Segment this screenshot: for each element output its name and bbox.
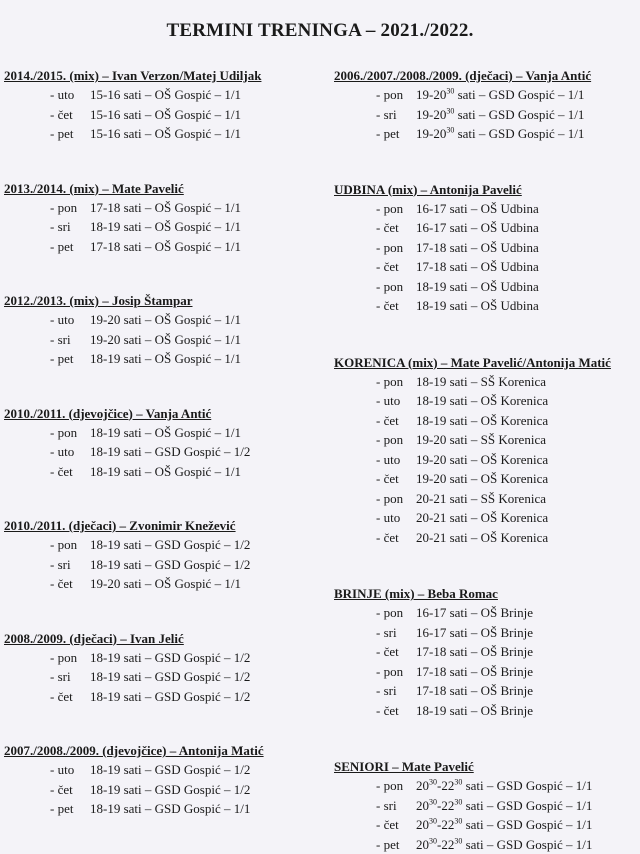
time-minutes-end: 30: [454, 817, 462, 826]
day-label: - pon: [334, 372, 416, 392]
time-minutes: 30: [429, 817, 437, 826]
time-location: [90, 442, 250, 462]
schedule-row: [334, 277, 638, 297]
day-label: - pet: [4, 124, 90, 144]
time-detail: 17-18 sati – OŠ Gospić – 1/1: [90, 200, 241, 215]
time-start: 20: [416, 817, 429, 832]
time-location: [416, 85, 584, 105]
time-location: [416, 411, 548, 431]
time-location: [416, 450, 548, 470]
schedule-row: [4, 85, 322, 105]
day-label: - pon: [334, 776, 416, 796]
day-label: - čet: [334, 815, 416, 835]
day-label: - uto: [334, 508, 416, 528]
schedule-row: [334, 815, 638, 835]
day-label: - sri: [334, 796, 416, 816]
day-label: - sri: [334, 623, 416, 643]
time-location: [416, 815, 592, 835]
time-minutes: 30: [446, 126, 454, 135]
time-location: [90, 667, 250, 687]
time-detail: 18-19 sati – OŠ Korenica: [416, 413, 548, 428]
schedule-row: [4, 648, 322, 668]
time-start: 19-20: [416, 126, 446, 141]
schedule-row: [334, 796, 638, 816]
time-minutes: 30: [446, 87, 454, 96]
day-label: - uto: [334, 450, 416, 470]
schedule-row: [334, 681, 638, 701]
time-location: [90, 648, 250, 668]
time-detail: sati – GSD Gospić – 1/1: [462, 817, 592, 832]
page-title: TERMINI TRENINGA – 2021./2022.: [0, 20, 640, 42]
day-label: - čet: [334, 642, 416, 662]
day-label: - čet: [334, 218, 416, 238]
time-location: [90, 310, 241, 330]
day-label: - čet: [334, 701, 416, 721]
time-location: [90, 780, 250, 800]
time-location: [90, 574, 241, 594]
group-heading: 2014./2015. (mix) – Ivan Verzon/Matej Udiljak: [4, 66, 322, 85]
time-detail: 18-19 sati – GSD Gospić – 1/2: [90, 537, 250, 552]
day-label: - pon: [334, 489, 416, 509]
schedule-row: [334, 776, 638, 796]
schedule-group: [4, 66, 322, 144]
day-label: - pon: [4, 535, 90, 555]
day-label: - uto: [4, 442, 90, 462]
schedule-group: [4, 179, 322, 257]
group-heading: 2007./2008./2009. (djevojčice) – Antonija Matić: [4, 741, 322, 760]
day-label: - sri: [334, 105, 416, 125]
schedule-group: [334, 757, 638, 854]
time-location: [416, 701, 533, 721]
schedule-row: [334, 257, 638, 277]
group-heading: UDBINA (mix) – Antonija Pavelić: [334, 180, 638, 199]
time-detail: sati – GSD Gospić – 1/1: [454, 107, 584, 122]
time-location: [90, 85, 241, 105]
day-label: - sri: [4, 217, 90, 237]
day-label: - sri: [4, 667, 90, 687]
day-label: - pon: [4, 648, 90, 668]
time-location: [416, 489, 546, 509]
time-detail: 19-20 sati – OŠ Gospić – 1/1: [90, 312, 241, 327]
schedule-row: [334, 199, 638, 219]
time-detail: 18-19 sati – OŠ Udbina: [416, 298, 539, 313]
time-minutes-end: 30: [454, 778, 462, 787]
time-detail: 17-18 sati – OŠ Brinje: [416, 644, 533, 659]
time-detail: 19-20 sati – OŠ Korenica: [416, 452, 548, 467]
time-detail: 19-20 sati – OŠ Gospić – 1/1: [90, 332, 241, 347]
schedule-row: [334, 508, 638, 528]
time-location: [416, 796, 592, 816]
group-heading: 2010./2011. (dječaci) – Zvonimir Knežević: [4, 516, 322, 535]
time-minutes: 30: [429, 797, 437, 806]
time-detail: 20-21 sati – SŠ Korenica: [416, 491, 546, 506]
time-detail: 18-19 sati – OŠ Korenica: [416, 393, 548, 408]
time-minutes-end: 30: [454, 836, 462, 845]
time-location: [416, 238, 539, 258]
time-detail: 18-19 sati – SŠ Korenica: [416, 374, 546, 389]
day-label: - pon: [4, 423, 90, 443]
time-location: [416, 105, 584, 125]
schedule-row: [334, 623, 638, 643]
day-label: - uto: [334, 391, 416, 411]
day-label: - pon: [334, 199, 416, 219]
time-start: 20: [416, 837, 429, 852]
day-label: - pon: [334, 603, 416, 623]
schedule-row: [334, 124, 638, 144]
schedule-group: [334, 66, 638, 144]
time-location: [90, 687, 250, 707]
time-location: [416, 508, 548, 528]
schedule-row: [334, 450, 638, 470]
time-detail: 19-20 sati – OŠ Korenica: [416, 471, 548, 486]
day-label: - čet: [4, 780, 90, 800]
schedule-row: [334, 835, 638, 854]
time-detail: sati – GSD Gospić – 1/1: [454, 87, 584, 102]
time-detail: 18-19 sati – GSD Gospić – 1/2: [90, 557, 250, 572]
day-label: - uto: [4, 310, 90, 330]
day-label: - pet: [4, 237, 90, 257]
time-detail: 19-20 sati – SŠ Korenica: [416, 432, 546, 447]
day-label: - čet: [4, 462, 90, 482]
time-location: [90, 217, 241, 237]
time-detail: 20-21 sati – OŠ Korenica: [416, 510, 548, 525]
time-location: [90, 799, 250, 819]
time-detail: sati – GSD Gospić – 1/1: [462, 778, 592, 793]
time-detail: 18-19 sati – GSD Gospić – 1/2: [90, 762, 250, 777]
time-minutes-end: 30: [454, 797, 462, 806]
time-detail: 18-19 sati – GSD Gospić – 1/2: [90, 782, 250, 797]
time-detail: 18-19 sati – OŠ Udbina: [416, 279, 539, 294]
time-location: [416, 469, 548, 489]
time-location: [416, 642, 533, 662]
schedule-row: [4, 462, 322, 482]
time-start: 19-20: [416, 87, 446, 102]
schedule-row: [4, 780, 322, 800]
day-label: - čet: [4, 687, 90, 707]
time-location: [416, 372, 546, 392]
left-column: [4, 66, 322, 819]
time-detail: 16-17 sati – OŠ Brinje: [416, 605, 533, 620]
day-label: - čet: [334, 296, 416, 316]
day-label: - sri: [4, 555, 90, 575]
time-detail: sati – GSD Gospić – 1/1: [462, 837, 592, 852]
time-minutes: 30: [429, 778, 437, 787]
schedule-row: [334, 701, 638, 721]
schedule-row: [334, 296, 638, 316]
schedule-group: [334, 180, 638, 316]
time-end: -22: [437, 778, 454, 793]
group-heading: 2006./2007./2008./2009. (dječaci) – Vanja Antić: [334, 66, 638, 85]
schedule-row: [334, 642, 638, 662]
time-location: [90, 423, 241, 443]
schedule-row: [334, 105, 638, 125]
time-start: 20: [416, 798, 429, 813]
time-detail: 15-16 sati – OŠ Gospić – 1/1: [90, 107, 241, 122]
schedule-group: [4, 629, 322, 707]
schedule-row: [334, 218, 638, 238]
schedule-row: [334, 372, 638, 392]
day-label: - sri: [334, 681, 416, 701]
time-location: [90, 124, 241, 144]
schedule-row: [4, 310, 322, 330]
day-label: - pet: [4, 799, 90, 819]
schedule-row: [4, 124, 322, 144]
time-location: [416, 277, 539, 297]
time-detail: 18-19 sati – GSD Gospić – 1/2: [90, 669, 250, 684]
time-detail: 18-19 sati – OŠ Gospić – 1/1: [90, 351, 241, 366]
schedule-row: [4, 423, 322, 443]
time-detail: 18-19 sati – OŠ Gospić – 1/1: [90, 464, 241, 479]
time-location: [416, 218, 539, 238]
day-label: - pon: [334, 277, 416, 297]
schedule-row: [4, 105, 322, 125]
schedule-row: [334, 469, 638, 489]
day-label: - sri: [4, 330, 90, 350]
time-detail: 17-18 sati – OŠ Brinje: [416, 664, 533, 679]
time-detail: 16-17 sati – OŠ Udbina: [416, 220, 539, 235]
time-end: -22: [437, 837, 454, 852]
group-heading: 2008./2009. (dječaci) – Ivan Jelić: [4, 629, 322, 648]
day-label: - pet: [4, 349, 90, 369]
schedule-row: [4, 667, 322, 687]
time-location: [90, 535, 250, 555]
schedule-row: [4, 555, 322, 575]
group-heading: 2013./2014. (mix) – Mate Pavelić: [4, 179, 322, 198]
time-location: [416, 391, 548, 411]
day-label: - pon: [334, 85, 416, 105]
time-location: [90, 237, 241, 257]
schedule-row: [4, 535, 322, 555]
group-heading: BRINJE (mix) – Beba Romac: [334, 584, 638, 603]
schedule-row: [334, 662, 638, 682]
time-detail: 15-16 sati – OŠ Gospić – 1/1: [90, 87, 241, 102]
time-location: [416, 681, 533, 701]
time-detail: 18-19 sati – GSD Gospić – 1/2: [90, 689, 250, 704]
day-label: - uto: [4, 760, 90, 780]
schedule-group: [334, 584, 638, 720]
time-location: [90, 198, 241, 218]
schedule-row: [334, 603, 638, 623]
time-detail: 19-20 sati – OŠ Gospić – 1/1: [90, 576, 241, 591]
schedule-row: [334, 391, 638, 411]
day-label: - čet: [334, 411, 416, 431]
time-detail: 18-19 sati – OŠ Brinje: [416, 703, 533, 718]
time-detail: 17-18 sati – OŠ Udbina: [416, 240, 539, 255]
time-detail: sati – GSD Gospić – 1/1: [462, 798, 592, 813]
schedule-row: [4, 799, 322, 819]
group-heading: 2010./2011. (djevojčice) – Vanja Antić: [4, 404, 322, 423]
schedule-row: [4, 217, 322, 237]
schedule-row: [4, 237, 322, 257]
time-location: [416, 662, 533, 682]
day-label: - pet: [334, 835, 416, 854]
schedule-row: [334, 489, 638, 509]
time-location: [90, 330, 241, 350]
day-label: - pon: [334, 430, 416, 450]
schedule-row: [334, 411, 638, 431]
day-label: - čet: [4, 105, 90, 125]
time-end: -22: [437, 798, 454, 813]
day-label: - pon: [334, 662, 416, 682]
time-detail: 17-18 sati – OŠ Udbina: [416, 259, 539, 274]
time-location: [90, 462, 241, 482]
time-location: [90, 105, 241, 125]
time-detail: 18-19 sati – GSD Gospić – 1/2: [90, 650, 250, 665]
time-start: 20: [416, 778, 429, 793]
schedule-group: [4, 404, 322, 482]
time-location: [416, 199, 539, 219]
time-detail: 18-19 sati – GSD Gospić – 1/1: [90, 801, 250, 816]
day-label: - čet: [334, 257, 416, 277]
schedule-row: [334, 85, 638, 105]
group-heading: SENIORI – Mate Pavelić: [334, 757, 638, 776]
day-label: - čet: [334, 469, 416, 489]
schedule-row: [4, 198, 322, 218]
group-heading: KORENICA (mix) – Mate Pavelić/Antonija Matić: [334, 353, 638, 372]
time-detail: 16-17 sati – OŠ Brinje: [416, 625, 533, 640]
time-location: [416, 257, 539, 277]
time-detail: sati – GSD Gospić – 1/1: [454, 126, 584, 141]
time-location: [416, 430, 546, 450]
time-detail: 18-19 sati – OŠ Gospić – 1/1: [90, 219, 241, 234]
time-detail: 16-17 sati – OŠ Udbina: [416, 201, 539, 216]
time-detail: 17-18 sati – OŠ Gospić – 1/1: [90, 239, 241, 254]
time-location: [90, 760, 250, 780]
time-location: [416, 528, 548, 548]
time-detail: 15-16 sati – OŠ Gospić – 1/1: [90, 126, 241, 141]
time-location: [416, 124, 584, 144]
time-start: 19-20: [416, 107, 446, 122]
schedule-group: [4, 516, 322, 594]
time-detail: 17-18 sati – OŠ Brinje: [416, 683, 533, 698]
time-location: [416, 603, 533, 623]
schedule-row: [4, 442, 322, 462]
time-location: [416, 296, 539, 316]
time-location: [90, 555, 250, 575]
schedule-row: [4, 574, 322, 594]
time-detail: 18-19 sati – OŠ Gospić – 1/1: [90, 425, 241, 440]
schedule-row: [4, 330, 322, 350]
day-label: - pet: [334, 124, 416, 144]
time-detail: 20-21 sati – OŠ Korenica: [416, 530, 548, 545]
group-heading: 2012./2013. (mix) – Josip Štampar: [4, 291, 322, 310]
schedule-row: [4, 687, 322, 707]
schedule-row: [334, 238, 638, 258]
time-detail: 18-19 sati – GSD Gospić – 1/2: [90, 444, 250, 459]
day-label: - čet: [334, 528, 416, 548]
schedule-row: [334, 528, 638, 548]
day-label: - pon: [334, 238, 416, 258]
schedule-row: [4, 349, 322, 369]
time-location: [90, 349, 241, 369]
schedule-group: [4, 741, 322, 819]
time-location: [416, 623, 533, 643]
time-minutes: 30: [429, 836, 437, 845]
schedule-row: [4, 760, 322, 780]
schedule-row: [334, 430, 638, 450]
schedule-group: [334, 353, 638, 548]
time-minutes: 30: [446, 106, 454, 115]
day-label: - pon: [4, 198, 90, 218]
day-label: - uto: [4, 85, 90, 105]
day-label: - čet: [4, 574, 90, 594]
time-location: [416, 835, 592, 854]
right-column: [334, 66, 638, 854]
time-end: -22: [437, 817, 454, 832]
time-location: [416, 776, 592, 796]
schedule-group: [4, 291, 322, 369]
